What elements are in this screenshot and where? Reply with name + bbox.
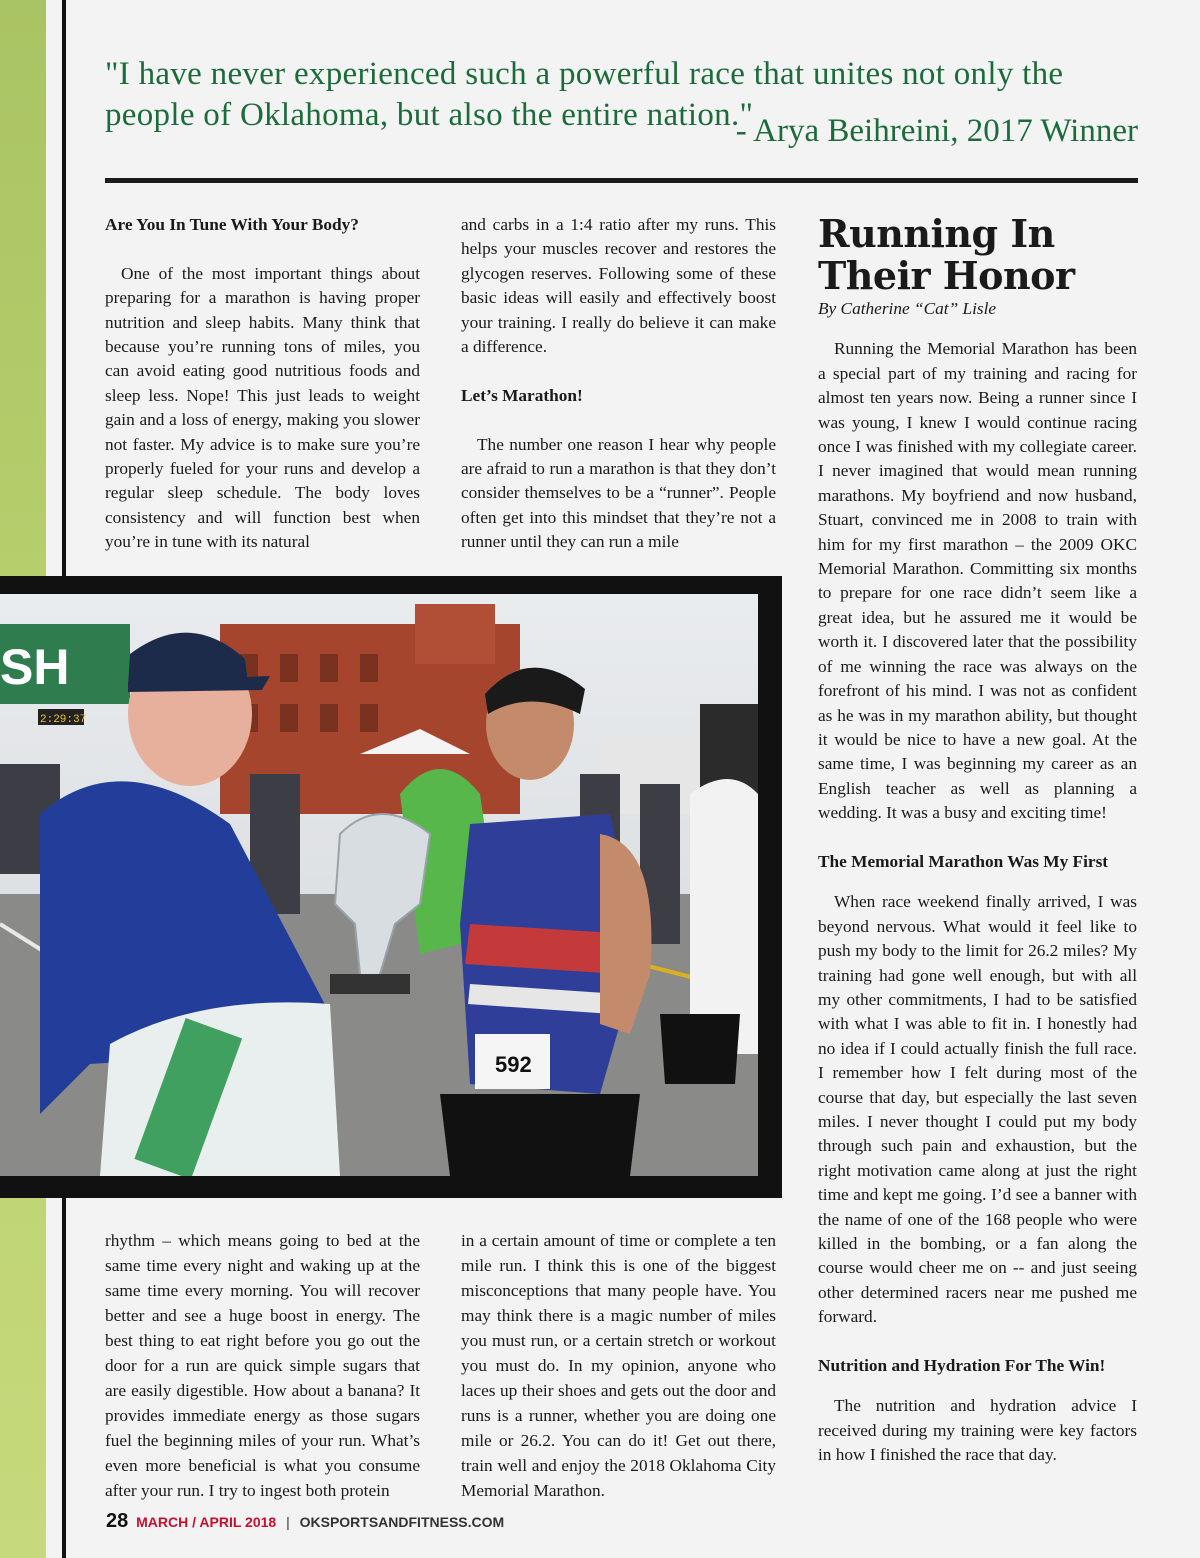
- race-clock: 2:29:37: [40, 714, 87, 726]
- paragraph: in a certain amount of time or complete a ten mile run. I think this is one of the biggest misconceptions that many people have. You may think there is a magic number of miles you must run, or a certain stretch or workout you must do. In my opinion, anyone who laces up their shoes and gets out the door and runs is a runner, whether you are doing one mile or 26.2. You can do it! Get out there, train well and enjoy the 2018 Oklahoma City Memorial Marathon.: [461, 1231, 776, 1500]
- paragraph: The nutrition and hydration advice I received during my training were key factors in how I finished the race that day.: [818, 1396, 1137, 1465]
- paragraph: Running the Memorial Marathon has been a special part of my training and racing for almost ten years now. Being a runner since I was young, I knew I would continue racing once I was finished with my collegiate career. I never imagined that would mean running marathons. My boyfriend and now husband, Stuart, convinced me in 2008 to train with him for my first marathon – the 2009 OKC Memorial Marathon. Committing six months to prepare for one race didn’t seem like a great idea, but he assured me it would be worth it. I discovered later that the possibility of me winning the race was always on the forefront of his mind. I was not as confident as he was in my marathon ability, but thought it would be nice to have a new goal. At the same time, I was beginning my career as an English teacher as well as planning a wedding. It was a busy and exciting time!: [818, 339, 1137, 823]
- section-heading: The Memorial Marathon Was My First: [818, 851, 1109, 871]
- column-2-top: [461, 213, 776, 555]
- section-heading: Nutrition and Hydration For The Win!: [818, 1356, 1106, 1376]
- photo-illustration: [0, 594, 758, 1176]
- paragraph: One of the most important things about preparing for a marathon is having proper nutrition and sleep habits. Many think that because you’re running tons of miles, you can avoid eating good nutritious foods and sleep less. Nope! This just leads to weight gain and a loss of energy, making you slower not faster. My advice is to make sure you’re properly fueled for your runs and develop a regular sleep schedule. The body loves consistency and will function best when you’re in tune with its natural: [105, 263, 420, 552]
- paragraph: and carbs in a 1:4 ratio after my runs. This helps your muscles recover and restores the glycogen reserves. Following some of these basic ideas will easily and effectively boost your training. I really do believe it can make a difference.: [461, 215, 776, 357]
- section-heading: Let’s Marathon!: [461, 385, 583, 405]
- paragraph: When race weekend finally arrived, I was beyond nervous. What would it feel like to push my body to the limit for 26.2 miles? My training had gone well enough, but with all my other commitments, I had to be satisfied with what I was able to fit in. I honestly had no idea if I could actually finish the full race. I remember how I felt during most of the course that day, but especially the last seven miles. I never thought I could put my body through such pain and exhaustion, but the right motivation came along at just the right time and kept me going. I’d see a banner with the name of one of the 168 people who were killed in the bombing, or a fan along the course would cheer me on -- and just seeing other determined racers near me pushed me forward.: [818, 892, 1137, 1327]
- photo-winner-trophy: [0, 594, 758, 1176]
- article-title: [818, 213, 1137, 297]
- page-number: 28: [106, 1510, 129, 1532]
- page-footer: [106, 1510, 504, 1533]
- issue-date: MARCH / APRIL 2018: [136, 1514, 277, 1530]
- paragraph: The number one reason I hear why people are afraid to run a marathon is that they don’t consider themselves to be a “runner”. People often get into this mindset that they’re not a runner until they can run a mile: [461, 434, 776, 552]
- pull-quote-text: "I have never experienced such a powerful race that unites not only the people of Oklahoma, but also the entire nation.": [105, 56, 1064, 133]
- finish-banner-text: SH: [0, 639, 70, 695]
- column-2-bottom: [461, 1228, 776, 1503]
- column-1-top: [105, 213, 420, 555]
- paragraph: rhythm – which means going to bed at the same time every night and waking up at the same time every morning. You will recover better and see a huge boost in energy. The best thing to eat right before you go out the door for a run are quick simple sugars that are easily digestible. How about a banana? It provides immediate energy as those sugars fuel the beginning miles of your run. What’s even more beneficial is what you consume after your run. I try to ingest both protein: [105, 1231, 420, 1500]
- vertical-rule-upper: [62, 0, 66, 580]
- horizontal-rule: [105, 178, 1138, 183]
- footer-separator: |: [286, 1514, 290, 1530]
- byline: By Catherine “Cat” Lisle: [818, 299, 997, 318]
- column-1-bottom: [105, 1228, 420, 1503]
- article-title-line-1: Running In: [818, 211, 1055, 256]
- vertical-rule-lower: [62, 1196, 66, 1558]
- website-link[interactable]: OKSPORTSANDFITNESS.COM: [299, 1514, 505, 1530]
- race-bib-number: 592: [495, 1052, 532, 1077]
- section-heading: Are You In Tune With Your Body?: [105, 215, 359, 234]
- pull-quote-attribution: - Arya Beihreini, 2017 Winner: [735, 113, 1138, 149]
- column-3: [818, 213, 1137, 1468]
- article-title-line-2: Their Honor: [818, 253, 1075, 298]
